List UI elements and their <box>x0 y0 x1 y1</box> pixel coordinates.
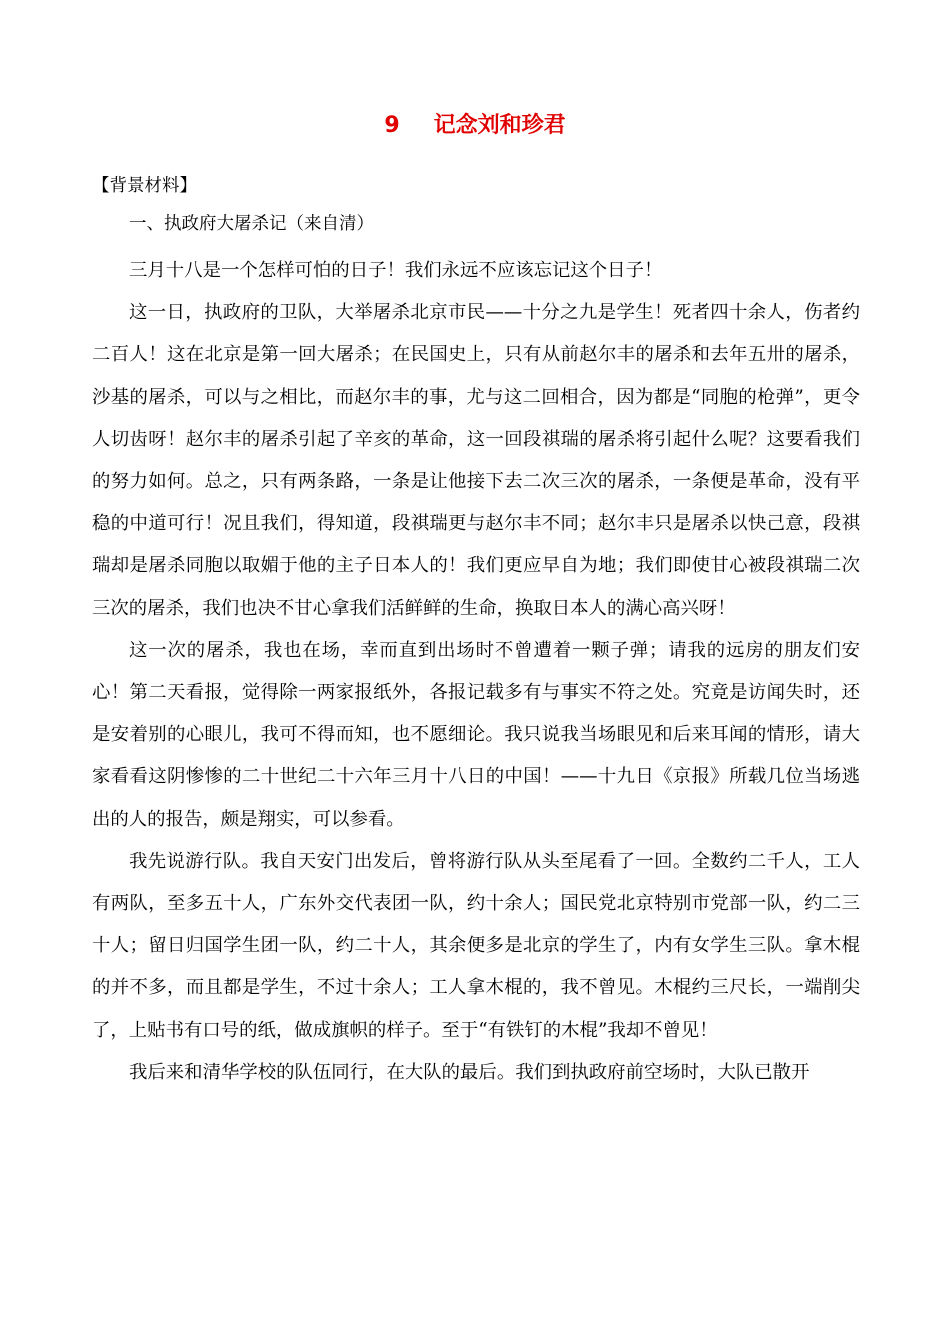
chapter-title: 记念刘和珍君 <box>433 113 566 138</box>
paragraph: 我先说游行队。我自天安门出发后，曾将游行队从头至尾看了一回。全数约二千人，工人有两队，至多五十人，广东外交代表团一队，约十余人；国民党北京特别市党部一队，约二三十人；留日归国学生团一队，约二十人，其余便多是北京的学生了，内有女学生三队。拿木棍的并不多，而且都是学生，不过十余人；工人拿木棍的，我不曾见。木棍约三尺长，一端削尖了，上贴书有口号的纸，做成旗帜的样子。至于“有铁钉的木棍”我却不曾见！ <box>92 850 860 1041</box>
chapter-number: 9 <box>384 113 400 138</box>
paragraph: 这一日，执政府的卫队，大举屠杀北京市民——十分之九是学生！死者四十余人，伤者约二百人！这在北京是第一回大屠杀；在民国史上，只有从前赵尔丰的屠杀和去年五卅的屠杀，沙基的屠杀，可以与之相比，而赵尔丰的事，尤与这二回相合，因为都是“同胞的枪弹”，更令人切齿呀！赵尔丰的屠杀引起了辛亥的革命，这一回段祺瑞的屠杀将引起什么呢？这要看我们的努力如何。总之，只有两条路，一条是让他接下去二次三次的屠杀，一条便是革命，没有平稳的中道可行！况且我们，得知道，段祺瑞更与赵尔丰不同；赵尔丰只是屠杀以快己意，段祺瑞却是屠杀同胞以取媚于他的主子日本人的！我们更应早自为地；我们即使甘心被段祺瑞二次三次的屠杀，我们也决不甘心拿我们活鲜鲜的生命，换取日本人的满心高兴呀！ <box>92 302 860 619</box>
subheading: 一、执政府大屠杀记（来自清） <box>129 214 374 234</box>
document-title <box>0 108 950 144</box>
paragraph: 这一次的屠杀，我也在场，幸而直到出场时不曾遭着一颗子弹；请我的远房的朋友们安心！第二天看报，觉得除一两家报纸外，各报记载多有与事实不符之处。究竟是访闻失时，还是安着别的心眼儿，我可不得而知，也不愿细论。我只说我当场眼见和后来耳闻的情形，请大家看看这阴惨惨的二十世纪二十六年三月十八日的中国！——十九日《京报》所载几位当场逃出的人的报告，颇是翔实，可以参看。 <box>92 639 860 830</box>
paragraph: 三月十八是一个怎样可怕的日子！我们永远不应该忘记这个日子！ <box>129 260 663 281</box>
paragraph: 我后来和清华学校的队伍同行，在大队的最后。我们到执政府前空场时，大队已散开 <box>129 1061 810 1083</box>
article-body <box>92 250 860 1094</box>
section-label: 【背景材料】 <box>92 176 197 196</box>
